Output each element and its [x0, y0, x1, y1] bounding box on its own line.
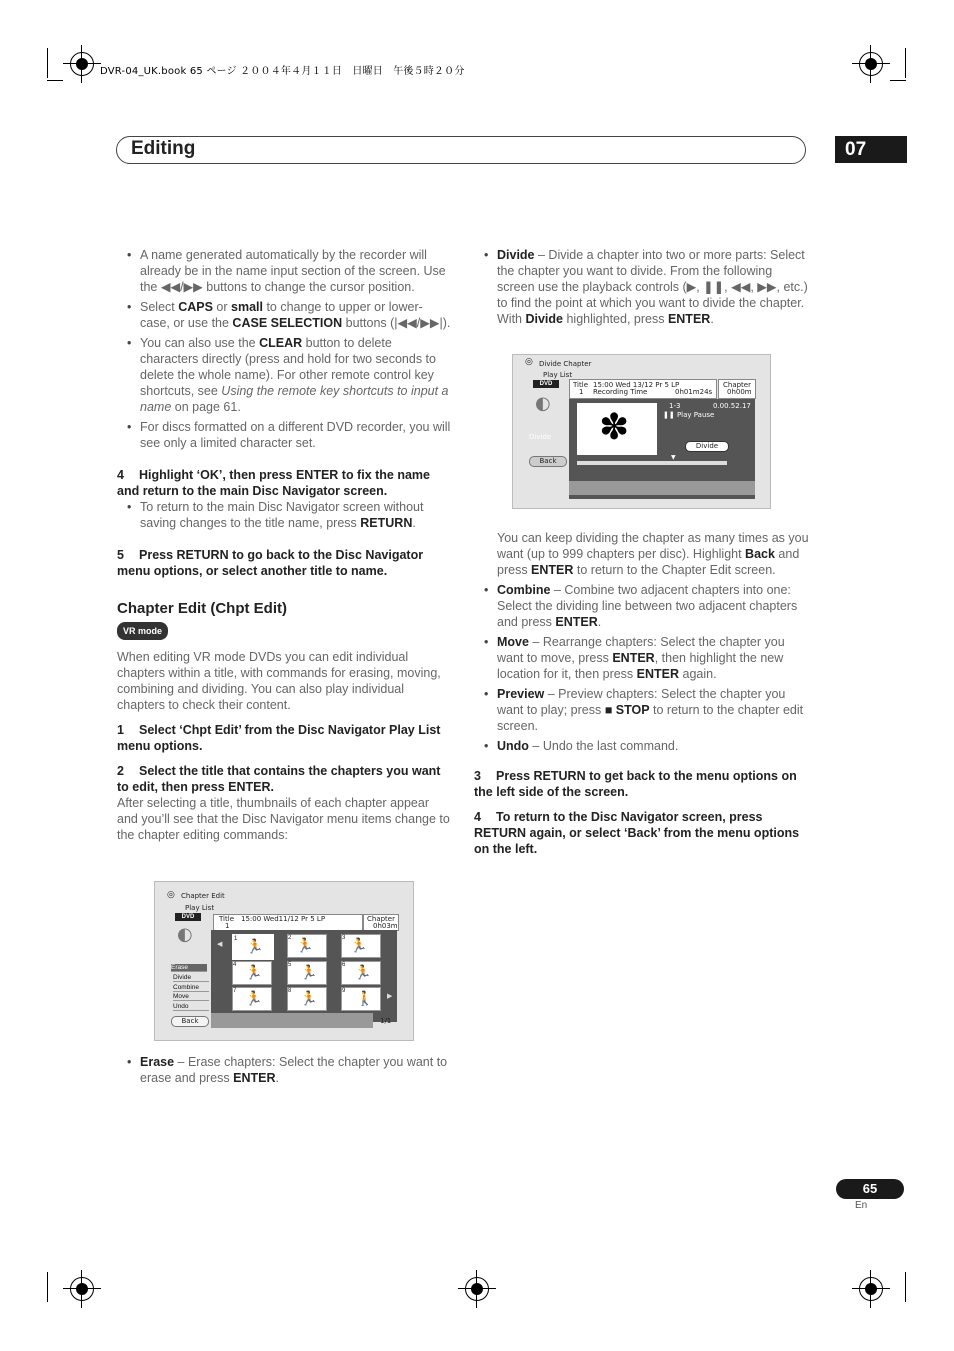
chapter-label: Chapter: [723, 381, 751, 389]
left-column: [117, 247, 452, 843]
chapter-thumbnail-8[interactable]: [287, 987, 327, 1011]
chapter-thumbnail-2[interactable]: [287, 934, 327, 958]
thumb-number: 4: [233, 962, 237, 968]
section-heading: Chapter Edit (Chpt Edit): [117, 600, 287, 617]
vr-disc-icon: ◐: [535, 393, 551, 414]
bullet-text: – Combine two adjacent chapters into one: Select the dividing line between two adjacent chapters and press: [497, 583, 798, 629]
bullet-text: – Erase chapters: Select the chapter you want to erase and press: [140, 1055, 448, 1085]
bold-term: CASE SELECTION: [232, 316, 343, 330]
step-text: Select the title that contains the chapters you want to edit, then press ENTER.: [117, 764, 441, 794]
bold-term: ENTER: [612, 651, 655, 665]
crop-mark: [47, 80, 63, 81]
step-number: 4: [117, 468, 124, 482]
recording-info: 15:00 Wed11/12 Pr 5 LP: [241, 915, 326, 923]
chapter-thumbnail-6[interactable]: [341, 961, 381, 985]
vr-disc-icon: ◐: [177, 924, 193, 945]
figure-icon: 🚶: [356, 990, 374, 1006]
bullet-text: .: [275, 1071, 279, 1085]
bullet-item: • Divide – Divide a chapter into two or more parts: Select the chapter you want to divide. From the following screen use the playback controls (▶, ❚❚, ◀◀, ▶▶, etc.) to find the point at which you want to divide the chapter. With Divide highlighted, press ENTER.: [484, 248, 808, 326]
bullet-item: • A name generated automatically by the recorder will already be in the name input section of the screen. Use the ◀◀/▶▶ buttons to change the cursor position.: [127, 248, 446, 294]
page-language: En: [855, 1200, 868, 1211]
bold-term: small: [231, 300, 263, 314]
intro-paragraph: When editing VR mode DVDs you can edit individual chapters within a title, with commands for erasing, moving, combining and dividing. You can also play individual chapters to check their content.: [117, 650, 441, 712]
step-number: 1: [117, 723, 124, 737]
bold-term: Erase: [140, 1055, 175, 1069]
disc-icon: ◎: [525, 357, 533, 367]
step-4-right: [474, 809, 809, 857]
keep-dividing-note: [474, 530, 809, 578]
crop-mark: [890, 80, 906, 81]
chapter-thumbnail-5[interactable]: [287, 961, 327, 985]
status-bar: [211, 1013, 373, 1028]
page-indicator: 1/1: [380, 1017, 392, 1025]
bold-term: CAPS: [178, 300, 213, 314]
playlist-tab: Play List: [185, 904, 215, 912]
title-number: 1: [579, 388, 584, 396]
bullet-item: • To return to the main Disc Navigator screen without saving changes to the title name, press RETURN.: [127, 500, 424, 530]
menu-undo[interactable]: Undo: [173, 1003, 209, 1011]
crop-mark: [905, 48, 906, 78]
recording-time: 0h01m24s: [675, 388, 713, 396]
bullet-text: – Undo the last command.: [528, 739, 679, 753]
menu-divide[interactable]: Divide: [173, 974, 209, 982]
thumb-number: 1: [234, 936, 238, 942]
thumb-number: 5: [288, 962, 292, 968]
bullet-text: – Preview chapters: Select the chapter you want to play; press: [497, 687, 786, 717]
playback-status: ❚❚ Play Pause: [663, 411, 715, 419]
chapter-range: 1-3: [669, 402, 681, 410]
dvd-logo: DVD: [533, 380, 559, 388]
bullet-text: – Divide a chapter into two or more parts: Select the chapter you want to divide. From the following screen use the playback controls (▶, ❚❚, ◀◀, ▶▶, etc.) to find the point at which you want to divide the chapter. With: [497, 248, 808, 326]
position-marker: ▼: [671, 454, 676, 461]
chapter-edit-screen: [154, 881, 414, 1041]
figure-icon: 🏃: [296, 937, 314, 953]
bullet-text: button to delete characters directly (press and hold for two seconds to delete the whole name). For other remote control key shortcuts, see: [140, 336, 436, 398]
chapter-thumbnail-1[interactable]: [232, 934, 274, 960]
bold-term: CLEAR: [259, 336, 303, 350]
bullet-text: .: [597, 615, 602, 629]
screen-title: Divide Chapter: [539, 360, 592, 368]
recording-time-label: Recording Time: [593, 388, 648, 396]
thumb-number: 8: [288, 988, 292, 994]
bold-term: ■ STOP: [604, 703, 650, 717]
thumb-number: 2: [288, 935, 292, 941]
step-text: To return to the Disc Navigator screen, press RETURN again, or select ‘Back’ from the menu options on the left.: [474, 810, 800, 856]
step-number: 2: [117, 764, 124, 778]
registration-mark-bl: [70, 1277, 94, 1301]
crop-mark: [47, 48, 48, 78]
bold-term: ENTER: [233, 1071, 276, 1085]
title-label: Title: [573, 381, 589, 389]
bold-term: Back: [745, 547, 775, 561]
figure-icon: 🏃: [300, 990, 318, 1006]
screen-title: Chapter Edit: [181, 892, 225, 900]
bullet-text: .: [412, 516, 416, 530]
bullet-text: on page 61.: [171, 400, 241, 414]
bullet-item: • Erase – Erase chapters: Select the chapter you want to erase and press ENTER.: [127, 1055, 448, 1085]
left-arrow-icon[interactable]: ◀: [217, 940, 223, 948]
crop-mark: [47, 1272, 48, 1302]
bullet-text: You can also use the: [140, 336, 260, 350]
bold-term: ENTER: [555, 615, 598, 629]
bullet-text: A name generated automatically by the recorder will already be in the name input section of the screen. Use the ◀◀/▶▶ buttons to change the cursor position.: [140, 248, 446, 294]
thumb-number: 7: [233, 988, 237, 994]
step-2-body: After selecting a title, thumbnails of each chapter appear and you’ll see that the Disc Navigator menu items change to the chapter editing commands:: [117, 796, 450, 842]
cross-reference: Using the remote key shortcuts to input a name: [140, 384, 449, 414]
chapter-number: 07: [835, 136, 907, 163]
step-4: [117, 467, 452, 499]
right-column-top: [474, 247, 809, 331]
bullet-text: to return to the chapter edit screen.: [497, 703, 804, 733]
bullet-item: • Preview – Preview chapters: Select the chapter you want to play; press ■ STOP to return to the chapter edit screen.: [484, 687, 804, 733]
dvd-logo: DVD: [175, 913, 201, 921]
bullet-text: – Rearrange chapters: Select the chapter you want to move, press: [497, 635, 785, 665]
section-title: Editing: [131, 138, 196, 159]
playlist-tab: Play List: [543, 371, 573, 379]
crop-mark: [905, 1272, 906, 1302]
step-2: [117, 763, 452, 795]
bold-term: Preview: [497, 687, 545, 701]
chapter-time: 0h03m: [373, 922, 398, 930]
figure-icon: 🏃: [300, 964, 318, 980]
bullet-item: • Combine – Combine two adjacent chapters into one: Select the dividing line between two adjacent chapters and press ENTER.: [484, 583, 798, 629]
menu-combine[interactable]: Combine: [173, 984, 209, 992]
bullet-text: .: [710, 312, 714, 326]
back-button[interactable]: Back: [529, 456, 567, 467]
bullet-text: to change to upper or lower-case, or use the: [140, 300, 423, 330]
step-text: Highlight ‘OK’, then press ENTER to fix the name and return to the main Disc Navigator screen.: [117, 468, 430, 498]
bullet-text: To return to the main Disc Navigator screen without saving changes to the title name, press: [140, 500, 424, 530]
menu-move[interactable]: Move: [173, 993, 209, 1001]
figure-icon: 🏃: [245, 964, 263, 980]
figure-icon: 🏃: [246, 938, 264, 954]
registration-mark-br: [859, 1277, 883, 1301]
step-number: 4: [474, 810, 481, 824]
registration-mark-tl: [70, 52, 94, 76]
bold-term: Divide: [525, 312, 563, 326]
step-number: 3: [474, 769, 481, 783]
bullet-item: • You can also use the CLEAR button to delete characters directly (press and hold for two seconds to delete the whole name). For other remote control key shortcuts, see Using the remote key shortcuts to input a name on page 61.: [127, 336, 449, 414]
figure-icon: 🏃: [354, 964, 372, 980]
bullet-text: For discs formatted on a different DVD recorder, you will see only a limited character set.: [140, 420, 451, 450]
recording-info: 15:00 Wed 13/12 Pr 5 LP: [593, 381, 680, 389]
bullet-text: buttons (|◀◀/▶▶|).: [342, 316, 451, 330]
step-3: [474, 768, 809, 800]
thumb-number: 3: [342, 935, 346, 941]
chapter-thumbnail-4[interactable]: [232, 961, 272, 985]
section-header-frame: [116, 136, 806, 164]
bold-term: ENTER: [636, 667, 680, 681]
divide-chapter-screen: [512, 354, 771, 509]
figure-icon: 🏃: [350, 937, 368, 953]
bold-term: Move: [497, 635, 529, 649]
registration-mark-bm: [465, 1277, 489, 1301]
title-label: Title: [219, 915, 235, 923]
chapter-thumbnail-9[interactable]: [341, 987, 381, 1011]
step-text: Press RETURN to go back to the Disc Navigator menu options, or select another title to name.: [117, 548, 424, 578]
vr-mode-badge: VR mode: [117, 622, 168, 640]
timeline-bar[interactable]: [577, 461, 727, 465]
thumb-number: 6: [342, 962, 346, 968]
bullet-item: • For discs formatted on a different DVD recorder, you will see only a limited character set.: [127, 420, 451, 450]
bold-term: Combine: [497, 583, 551, 597]
chapter-label: Chapter: [367, 915, 395, 923]
timecode: 0.00.52.17: [713, 402, 751, 410]
erase-item: [117, 1054, 452, 1090]
bold-term: ENTER: [531, 563, 574, 577]
page-number: 65: [836, 1179, 904, 1199]
title-number: 1: [225, 922, 230, 930]
status-bar: [569, 481, 755, 495]
step-text: Press RETURN to get back to the menu options on the left side of the screen.: [474, 769, 797, 799]
paragraph-text: to return to the Chapter Edit screen.: [573, 563, 776, 577]
menu-erase[interactable]: Erase: [171, 964, 207, 972]
right-column-bottom: [474, 530, 809, 857]
bullet-text: or: [212, 300, 232, 314]
thumb-number: 9: [342, 988, 346, 994]
bullet-text: highlighted, press: [563, 312, 668, 326]
print-header: DVR-04_UK.book 65 ページ ２００４年４月１１日 日曜日 午後５時２０分: [100, 66, 465, 77]
bullet-item: • Move – Rearrange chapters: Select the chapter you want to move, press ENTER, then highlight the new location for it, then press ENTER again.: [484, 635, 785, 681]
step-text: Select ‘Chpt Edit’ from the Disc Navigator Play List menu options.: [117, 723, 441, 753]
step-5: [117, 547, 452, 579]
step-1: [117, 722, 452, 754]
bullet-text: again.: [679, 667, 717, 681]
paragraph-text: and press: [497, 547, 800, 577]
leaf-icon: ✽: [599, 406, 630, 447]
bold-term: RETURN: [360, 516, 413, 530]
paragraph-text: You can keep dividing the chapter as many times as you want (up to 999 chapters per disc). Highlight: [497, 531, 809, 561]
bullet-text: , then highlight the new location for it, then press: [497, 651, 784, 681]
chapter-thumbnail-3[interactable]: [341, 934, 381, 958]
step-number: 5: [117, 548, 124, 562]
bullet-item: • Select CAPS or small to change to upper or lower-case, or use the CASE SELECTION buttons (|◀◀/▶▶|).: [127, 300, 451, 330]
back-button[interactable]: Back: [171, 1016, 209, 1027]
menu-divide[interactable]: Divide: [529, 433, 552, 441]
registration-mark-tr: [859, 52, 883, 76]
bold-term: Undo: [497, 739, 529, 753]
bullet-text: Select: [140, 300, 179, 314]
figure-icon: 🏃: [245, 990, 263, 1006]
right-arrow-icon[interactable]: ▶: [387, 992, 393, 1000]
chapter-time: 0h00m: [727, 388, 752, 396]
bullet-item: • Undo – Undo the last command.: [484, 739, 679, 753]
chapter-thumbnail-7[interactable]: [232, 987, 272, 1011]
divide-action-button[interactable]: Divide: [685, 441, 729, 452]
disc-icon: ◎: [167, 890, 175, 900]
bold-term: ENTER: [667, 312, 711, 326]
bold-term: Divide: [497, 248, 535, 262]
